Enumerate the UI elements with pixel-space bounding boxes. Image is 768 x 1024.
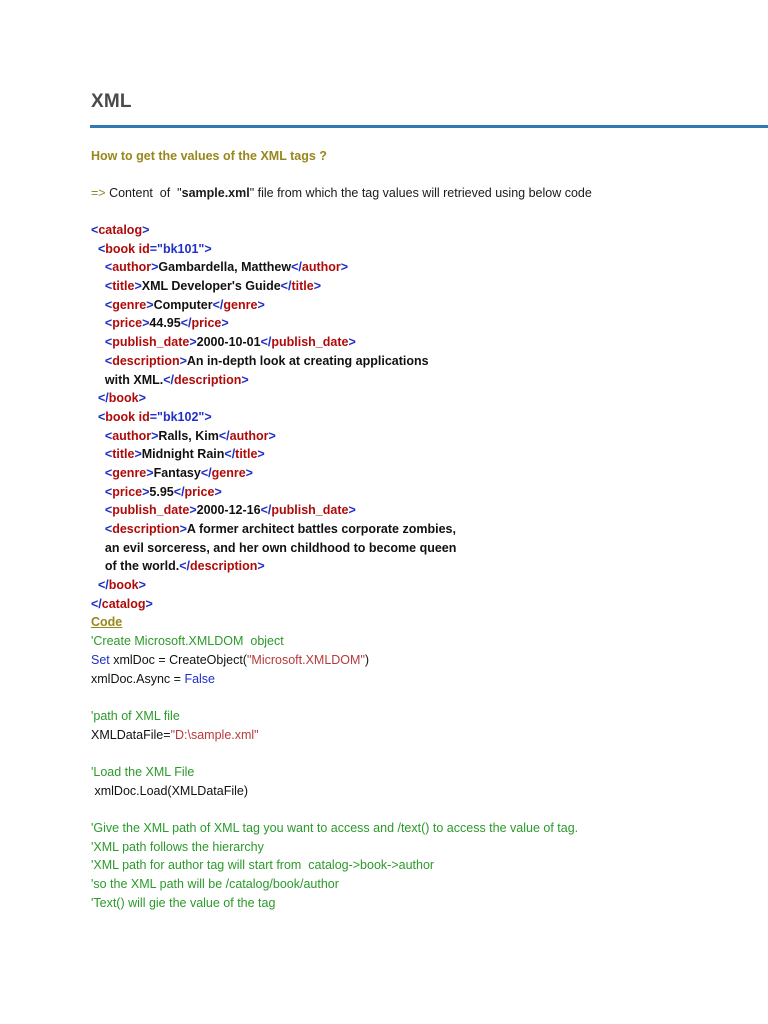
code-line — [91, 763, 751, 782]
token-tx: of the world. — [104, 559, 180, 574]
xml-line — [91, 389, 751, 408]
code-line — [91, 894, 751, 913]
code-line — [91, 782, 751, 801]
xml-line — [91, 501, 751, 520]
token-br: > — [257, 447, 265, 462]
indent — [91, 485, 105, 499]
xml-line — [91, 296, 751, 315]
token-t: title — [112, 279, 135, 294]
token-br: < — [104, 279, 113, 294]
token-br: < — [104, 428, 113, 443]
token-br: < — [104, 335, 113, 350]
xml-line — [91, 240, 751, 259]
token-br: > — [151, 260, 159, 275]
token-br: > — [313, 279, 321, 294]
token-t: description — [190, 559, 258, 574]
token-br: </ — [97, 391, 109, 406]
token-br: < — [104, 503, 113, 518]
token-t: book — [108, 391, 139, 406]
token-str: "D:\sample.xml" — [170, 727, 259, 742]
xml-line — [91, 483, 751, 502]
token-tx: xmlDoc.Load(XMLDataFile) — [91, 783, 248, 798]
token-t: book — [108, 578, 139, 593]
code-line — [91, 744, 751, 763]
token-tx: 5.95 — [149, 484, 174, 499]
token-cmt: 'so the XML path will be /catalog/book/author — [91, 877, 339, 892]
intro-text-a: Content of " — [105, 186, 182, 200]
indent — [91, 373, 105, 387]
code-line — [91, 819, 751, 838]
token-cmt: 'XML path follows the hierarchy — [91, 839, 264, 854]
token-t: genre — [211, 465, 246, 480]
token-tx: with XML. — [104, 372, 164, 387]
token-br: < — [91, 223, 99, 237]
token-kw: False — [184, 671, 216, 686]
token-av: bk101 — [162, 241, 199, 256]
indent — [91, 279, 105, 293]
token-br: </ — [200, 465, 212, 480]
token-br: > — [145, 596, 153, 611]
token-br: </ — [260, 335, 272, 350]
xml-line — [91, 427, 751, 446]
token-tx: xmlDoc.Async = — [91, 671, 185, 686]
token-br: > — [189, 335, 197, 350]
indent — [91, 429, 105, 443]
code-heading-line — [91, 613, 751, 632]
token-t: price — [112, 484, 143, 499]
token-br: < — [104, 465, 113, 480]
xml-line — [91, 221, 751, 240]
token-br: > — [179, 353, 187, 368]
token-tx: an evil sorceress, and her own childhood to become queen — [104, 540, 457, 555]
indent — [91, 391, 98, 405]
indent — [91, 242, 98, 256]
token-tx: 2000-10-01 — [196, 335, 261, 350]
token-br: </ — [163, 372, 175, 387]
token-br: < — [104, 297, 113, 312]
code-line — [91, 726, 751, 745]
token-br: </ — [224, 447, 236, 462]
token-br: </ — [180, 316, 192, 331]
token-t: author — [229, 428, 269, 443]
token-str: "Microsoft.XMLDOM" — [246, 652, 365, 667]
token-br: "> — [198, 409, 212, 424]
token-br: </ — [173, 484, 185, 499]
token-br: < — [97, 241, 106, 256]
token-tx: xmlDoc = CreateObject( — [109, 652, 247, 667]
token-t: title — [235, 447, 258, 462]
token-t: description — [112, 353, 180, 368]
code-line — [91, 688, 751, 707]
token-br: > — [138, 578, 146, 593]
token-t: genre — [112, 297, 147, 312]
token-br: </ — [260, 503, 272, 518]
token-br: > — [348, 335, 356, 350]
token-br: > — [221, 316, 229, 331]
indent — [91, 559, 105, 573]
token-t: description — [112, 522, 180, 536]
token-br: > — [241, 372, 249, 387]
token-tx: 2000-12-16 — [196, 503, 261, 518]
indent — [91, 466, 105, 480]
indent — [91, 447, 105, 461]
page-title: XML — [91, 91, 132, 112]
token-br: < — [104, 484, 113, 499]
token-br: > — [257, 559, 265, 574]
intro-arrow: => — [91, 186, 106, 200]
token-t: title — [291, 279, 314, 294]
token-tx: XML Developer's Guide — [141, 279, 281, 294]
intro-filename: sample.xml — [181, 186, 250, 200]
token-br: </ — [179, 559, 190, 574]
token-t: price — [112, 316, 143, 331]
token-br: > — [138, 391, 146, 406]
token-cmt: 'Create Microsoft.XMLDOM object — [91, 634, 284, 649]
xml-line — [91, 314, 751, 333]
token-br: > — [340, 260, 349, 275]
code-line — [91, 632, 751, 651]
indent — [91, 578, 98, 592]
token-tx: An in-depth look at creating applications — [186, 353, 429, 368]
xml-line — [91, 464, 751, 483]
indent — [91, 410, 98, 424]
code-heading: Code — [91, 615, 123, 630]
code-line — [91, 838, 751, 857]
token-tx: Fantasy — [153, 465, 201, 480]
token-cmt: 'Text() will gie the value of the tag — [91, 895, 276, 910]
indent — [91, 503, 105, 517]
xml-line — [91, 445, 751, 464]
xml-line — [91, 557, 751, 576]
token-br: > — [189, 503, 197, 518]
token-t: author — [112, 260, 152, 275]
token-t: book — [105, 241, 136, 256]
title-divider — [90, 125, 768, 128]
token-t: genre — [223, 297, 258, 312]
xml-line — [91, 539, 751, 558]
indent — [91, 522, 105, 536]
xml-line — [91, 576, 751, 595]
token-cmt: 'Load the XML File — [91, 764, 195, 779]
token-br: > — [257, 297, 265, 312]
token-t: author — [301, 260, 341, 275]
indent — [91, 354, 105, 368]
token-br: > — [151, 428, 159, 443]
token-br: > — [134, 279, 142, 294]
token-br: > — [348, 503, 356, 518]
token-br: > — [214, 484, 222, 499]
indent — [91, 298, 105, 312]
token-br: < — [97, 409, 106, 424]
token-cmt: 'Give the XML path of XML tag you want to access and /text() to access the value of tag. — [91, 821, 579, 835]
token-br: </ — [212, 297, 224, 312]
token-t: title — [112, 447, 135, 462]
token-cmt: 'path of XML file — [91, 708, 180, 723]
token-br: =" — [149, 241, 163, 256]
token-br: </ — [291, 260, 302, 275]
intro-line — [91, 186, 592, 200]
token-t: publish_date — [112, 503, 190, 518]
token-br: </ — [218, 428, 230, 443]
code-line — [91, 670, 751, 689]
token-t: catalog — [98, 223, 143, 237]
token-br: </ — [280, 279, 292, 294]
token-cmt: 'XML path for author tag will start from catalog->book->author — [91, 858, 435, 873]
token-br: > — [146, 465, 154, 480]
token-tx: Computer — [153, 297, 213, 312]
xml-line — [91, 277, 751, 296]
token-br: > — [179, 522, 187, 536]
xml-line — [91, 595, 751, 614]
content-lines — [91, 221, 751, 912]
token-t: genre — [112, 465, 147, 480]
token-tx: Ralls, Kim — [158, 428, 219, 443]
xml-line — [91, 371, 751, 390]
token-br: < — [104, 353, 113, 368]
token-br: > — [268, 428, 276, 443]
code-line — [91, 800, 751, 819]
token-attr: id — [138, 409, 150, 424]
token-br: < — [104, 522, 113, 536]
token-br: > — [245, 465, 253, 480]
token-tx: 44.95 — [149, 316, 181, 331]
code-line — [91, 707, 751, 726]
token-attr: id — [138, 241, 150, 256]
code-line — [91, 856, 751, 875]
token-br: < — [104, 260, 113, 275]
token-br: < — [104, 316, 113, 331]
indent — [91, 541, 105, 555]
xml-line — [91, 408, 751, 427]
xml-line — [91, 352, 751, 371]
token-kw: Set — [91, 652, 110, 667]
token-br: > — [142, 484, 150, 499]
token-br: =" — [149, 409, 163, 424]
indent — [91, 335, 105, 349]
token-br: > — [142, 223, 150, 237]
code-line — [91, 651, 751, 670]
token-t: catalog — [101, 596, 146, 611]
xml-line — [91, 258, 751, 277]
token-br: < — [104, 447, 113, 462]
token-t: author — [112, 428, 152, 443]
token-tx: ) — [364, 652, 370, 667]
intro-text-b: " file from which the tag values will retrieved using below code — [249, 186, 592, 200]
token-t: price — [184, 484, 215, 499]
token-av: bk102 — [162, 409, 199, 424]
token-t: publish_date — [112, 335, 190, 350]
token-t: description — [174, 372, 242, 387]
token-t: publish_date — [271, 335, 349, 350]
token-tx: Midnight Rain — [141, 447, 225, 462]
token-tx: Gambardella, Matthew — [158, 260, 292, 275]
xml-line — [91, 520, 751, 539]
token-br: "> — [198, 241, 212, 256]
token-br: > — [146, 297, 154, 312]
xml-line — [91, 333, 751, 352]
indent — [91, 260, 105, 274]
token-br: </ — [97, 578, 109, 593]
code-line — [91, 875, 751, 894]
token-tx: A former architect battles corporate zombies, — [186, 522, 456, 536]
token-t: book — [105, 409, 136, 424]
token-br: </ — [91, 596, 102, 611]
token-br: > — [134, 447, 142, 462]
token-t: price — [191, 316, 222, 331]
token-t: publish_date — [271, 503, 349, 518]
indent — [91, 316, 105, 330]
section-question: How to get the values of the XML tags ? — [91, 149, 327, 163]
token-br: > — [142, 316, 150, 331]
token-tx: XMLDataFile= — [91, 727, 171, 742]
